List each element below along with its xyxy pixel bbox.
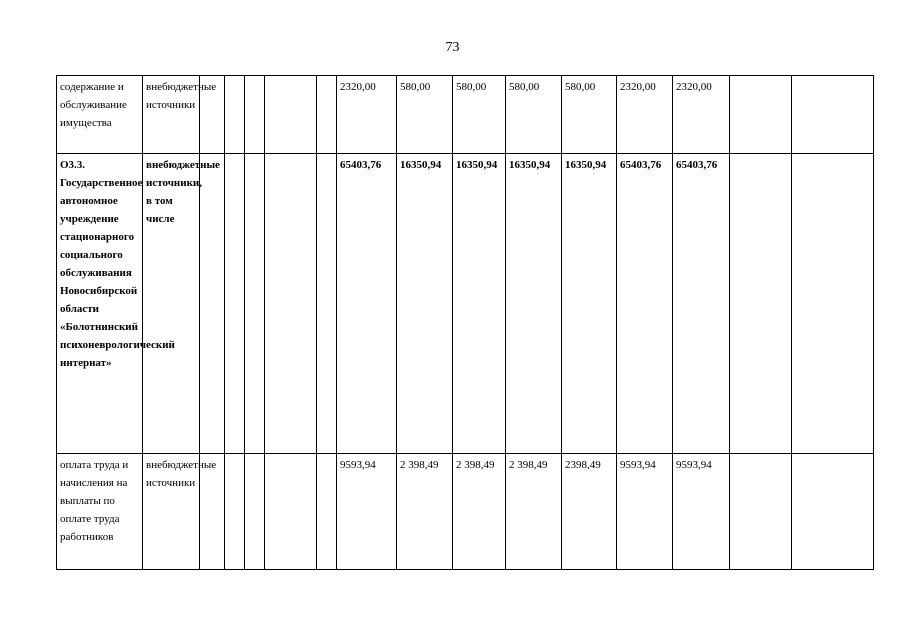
table-cell: 2320,00 [337, 76, 397, 154]
budget-table [56, 75, 874, 570]
table-cell: 2 398,49 [453, 454, 506, 570]
table-cell: оплата труда и начисления на выплаты по оплате труда работников [57, 454, 143, 570]
table-cell: 2320,00 [673, 76, 730, 154]
table-cell: содержание и обслуживание имущества [57, 76, 143, 154]
table-cell: 2 398,49 [397, 454, 453, 570]
table-cell: 2398,49 [562, 454, 617, 570]
table-cell: внебюджетные источники, в том числе [143, 154, 200, 454]
table-row [57, 454, 874, 570]
table-cell: 580,00 [397, 76, 453, 154]
table-cell: внебюджетные источники [143, 454, 200, 570]
table-cell: О3.3. Государственное автономное учреждение стационарного социального обслуживания Новосибирской области «Болотнинский психоневрологический интернат» [57, 154, 143, 454]
table-cell: 9593,94 [673, 454, 730, 570]
table-cell [792, 76, 874, 154]
table-cell: 16350,94 [506, 154, 562, 454]
table-row [57, 76, 874, 154]
table-cell: 9593,94 [337, 454, 397, 570]
table-cell [225, 454, 245, 570]
table-cell: 2 398,49 [506, 454, 562, 570]
table-cell [730, 454, 792, 570]
table-cell [792, 154, 874, 454]
table-cell: 65403,76 [673, 154, 730, 454]
table-cell: 16350,94 [453, 154, 506, 454]
table-cell [265, 76, 317, 154]
table-cell: 580,00 [453, 76, 506, 154]
table-cell: 580,00 [562, 76, 617, 154]
table-cell: 65403,76 [337, 154, 397, 454]
table-row [57, 154, 874, 454]
table-cell [265, 454, 317, 570]
table-cell [245, 154, 265, 454]
table-cell: 65403,76 [617, 154, 673, 454]
table-cell [265, 154, 317, 454]
table-cell-spacer [317, 454, 337, 570]
table-cell: 9593,94 [617, 454, 673, 570]
table-cell [730, 76, 792, 154]
table-cell [225, 154, 245, 454]
table-cell-spacer [317, 154, 337, 454]
table-cell [245, 454, 265, 570]
table-cell: 2320,00 [617, 76, 673, 154]
table-cell: внебюджетные источники [143, 76, 200, 154]
table-cell: 16350,94 [562, 154, 617, 454]
table-cell [792, 454, 874, 570]
table-cell [225, 76, 245, 154]
table-cell: 580,00 [506, 76, 562, 154]
table-cell: 16350,94 [397, 154, 453, 454]
table-cell [730, 154, 792, 454]
table-cell-spacer [317, 76, 337, 154]
table-cell [245, 76, 265, 154]
table-cell [200, 154, 225, 454]
page-number: 73 [445, 40, 460, 55]
